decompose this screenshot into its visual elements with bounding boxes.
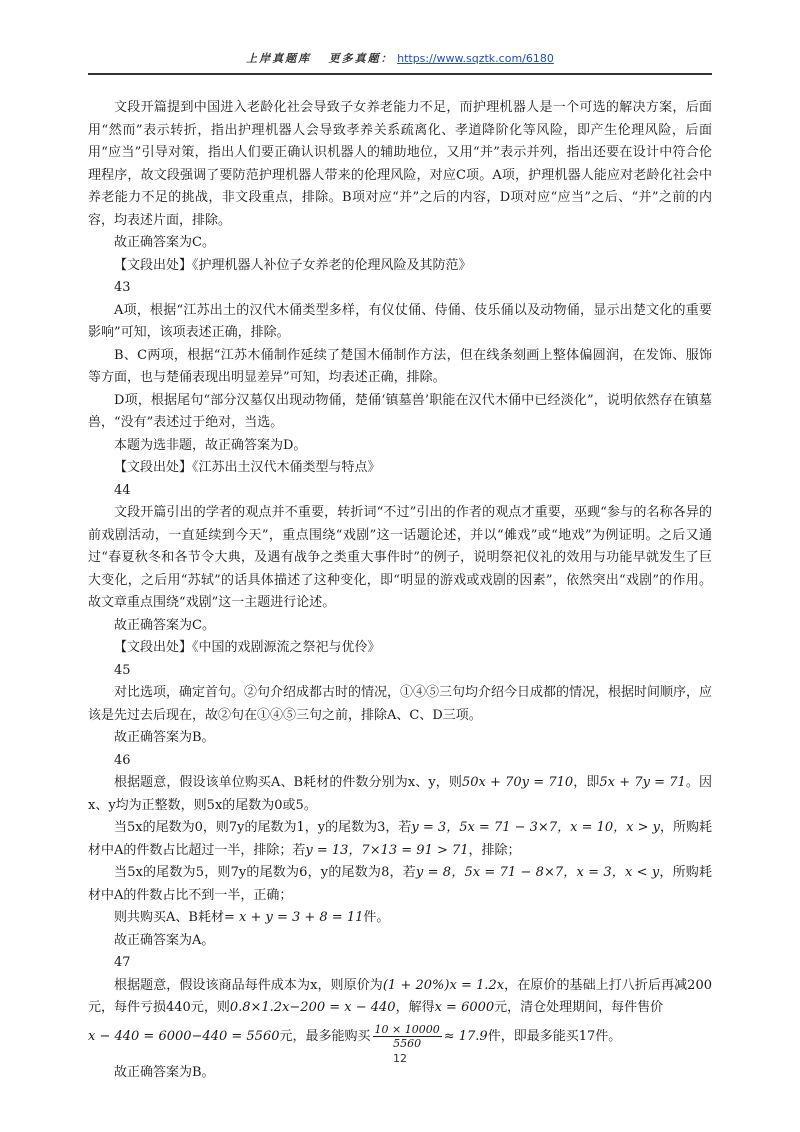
- source-line: 【文段出处】《中国的戏剧源流之祭祀与优伶》: [114, 640, 381, 655]
- page-header: [0, 52, 800, 66]
- fraction: [373, 1023, 442, 1050]
- header-brand: 上岸真题库: [246, 52, 312, 65]
- text: 件。: [363, 910, 390, 925]
- text: 。因x、y均为正整数，则5x的尾数为0或5。: [88, 775, 712, 813]
- equation: 50x + 70y = 710: [461, 775, 574, 790]
- equation: ≈ 17.9: [443, 1028, 488, 1044]
- text: 则共购买A、B耗材: [114, 910, 224, 925]
- question-number: 43: [114, 280, 131, 295]
- equation: x − 440 = 6000−440 = 5560: [88, 1028, 280, 1044]
- text: ，解得: [395, 1000, 435, 1015]
- text: ，所购耗材中A的件数占比超过一半，排除；若: [88, 820, 712, 858]
- page-number: 12: [393, 1052, 407, 1065]
- answer-line: 故正确答案为B。: [114, 1064, 215, 1080]
- paragraph: 文段开篇引出的学者的观点并不重要，转折词“不过”引出的作者的观点才重要，巫觋“参与的名称各异的前戏剧活动，一直延续到今天”，重点围绕“戏剧”这一话题论述，并以“傩戏”或“地戏”为例证明。之后又通过“春夏秋冬和各节令大典，及遇有战争之类重大事件时”的例子，说明祭祀仪礼的效用与功能早就发生了巨大变化，之后用“苏轼”的话具体描述了这种变化，即“明显的游戏或戏剧的因素”，依然突出“戏剧”的作用。故文章重点围绕“戏剧”这一主题进行论述。: [88, 505, 712, 610]
- paragraph: A项，根据“江苏出土的汉代木俑类型多样，有仪仗俑、侍俑、伎乐俑以及动物俑，显示出楚文化的重要影响”可知，该项表述正确，排除。: [88, 302, 712, 340]
- paragraph: 对比选项，确定首句。②句介绍成都古时的情况，①④⑤三句均介绍今日成都的情况，根据时间顺序，应该是先过去后现在，故②句在①④⑤三句之前，排除A、C、D三项。: [88, 685, 713, 723]
- text: 根据题意，假设该商品每件成本为x，则原价为: [114, 977, 383, 993]
- text: 元，最多能购买: [279, 1028, 371, 1044]
- equation: y = 3，5x = 71 − 3×7，x = 10，x > y: [411, 820, 660, 835]
- answer-line: 本题为选非题，故正确答案为D。: [114, 437, 307, 453]
- header-divider: [88, 73, 712, 75]
- header-url-link[interactable]: https://www.sqztk.com/6180: [397, 52, 554, 65]
- fraction-numerator: 10 × 10000: [374, 1022, 440, 1036]
- paragraph: [88, 817, 712, 862]
- equation: x = 6000: [434, 1000, 495, 1015]
- equation: 5x + 7y = 71: [599, 775, 686, 790]
- header-more-label: 更多真题：: [328, 52, 394, 65]
- text: ，在原价的基础上打八折后再减200元，每件亏损440元，则: [88, 977, 712, 1015]
- answer-line: 故正确答案为A。: [114, 932, 215, 948]
- equation: y = 8，5x = 71 − 8×7，x = 3，x < y: [415, 865, 660, 880]
- question-number: 44: [114, 482, 131, 498]
- equation: = x + y = 3 + 8 = 11: [223, 910, 364, 925]
- text: ，即: [573, 775, 600, 790]
- equation: (1 + 20%)x = 1.2x: [382, 977, 505, 993]
- equation: y = 13，7×13 = 91 > 71: [305, 842, 469, 858]
- paragraph: [88, 772, 712, 817]
- paragraph: 文段开篇提到中国进入老龄化社会导致子女养老能力不足，而护理机器人是一个可选的解决方案，后面用“然而”表示转折，指出护理机器人会导致孝养关系疏离化、孝道降阶化等风险，即产生伦理风险，后面用“应当”引导对策，指出人们要正确认识机器人的辅助地位，又用“并”表示并列，指出还要在设计中符合伦理程序，故文段强调了要防范护理机器人带来的伦理风险，对应C项。A项，护理机器人能应对老龄化社会中养老能力不足的挑战，非文段重点，排除。B项对应“并”之后的内容，D项对应“应当”之后、“并”之前的内容，均表述片面，排除。: [88, 100, 712, 228]
- paragraph: [88, 1020, 712, 1054]
- text: 根据题意，假设该单位购买A、B耗材的件数分别为x、y，则: [114, 775, 462, 790]
- fraction-denominator: 5560: [393, 1036, 422, 1050]
- paragraph: B、C两项，根据“江苏木俑制作延续了楚国木俑制作方法，但在线条刻画上整体偏圆润，在发饰、服饰等方面，也与楚俑表现出明显差异”可知，均表述正确，排除。: [88, 347, 712, 385]
- answer-line: 故正确答案为B。: [114, 730, 215, 745]
- question-number: 47: [114, 955, 131, 970]
- paragraph: [88, 907, 712, 930]
- text: ，排除；: [468, 842, 521, 858]
- document-body: [88, 97, 712, 1084]
- paragraph: [88, 862, 712, 907]
- question-number: 45: [114, 662, 131, 678]
- text: 件，即最多能买17件。: [487, 1028, 622, 1044]
- equation: 0.8×1.2x−200 = x − 440: [229, 1000, 396, 1015]
- text: 元，清仓处理期间，每件售价: [494, 1000, 664, 1015]
- answer-line: 故正确答案为C。: [114, 617, 215, 633]
- answer-line: 故正确答案为C。: [114, 235, 215, 250]
- paragraph: [88, 975, 712, 1020]
- question-number: 46: [114, 752, 131, 768]
- source-line: 【文段出处】《江苏出土汉代木俑类型与特点》: [114, 460, 381, 475]
- text: 当5x的尾数为0，则7y的尾数为1，y的尾数为3，若: [114, 820, 412, 835]
- source-line: 【文段出处】《护理机器人补位子女养老的伦理风险及其防范》: [114, 257, 472, 273]
- text: 当5x的尾数为5，则7y的尾数为6，y的尾数为8，若: [114, 865, 416, 880]
- paragraph: D项，根据尾句“部分汉墓仅出现动物俑，楚俑‘镇墓兽’职能在汉代木俑中已经淡化”，说明依然存在镇墓兽，“没有”表述过于绝对，当选。: [88, 392, 712, 430]
- text: ，所购耗材中A的件数占比不到一半，正确；: [88, 865, 712, 903]
